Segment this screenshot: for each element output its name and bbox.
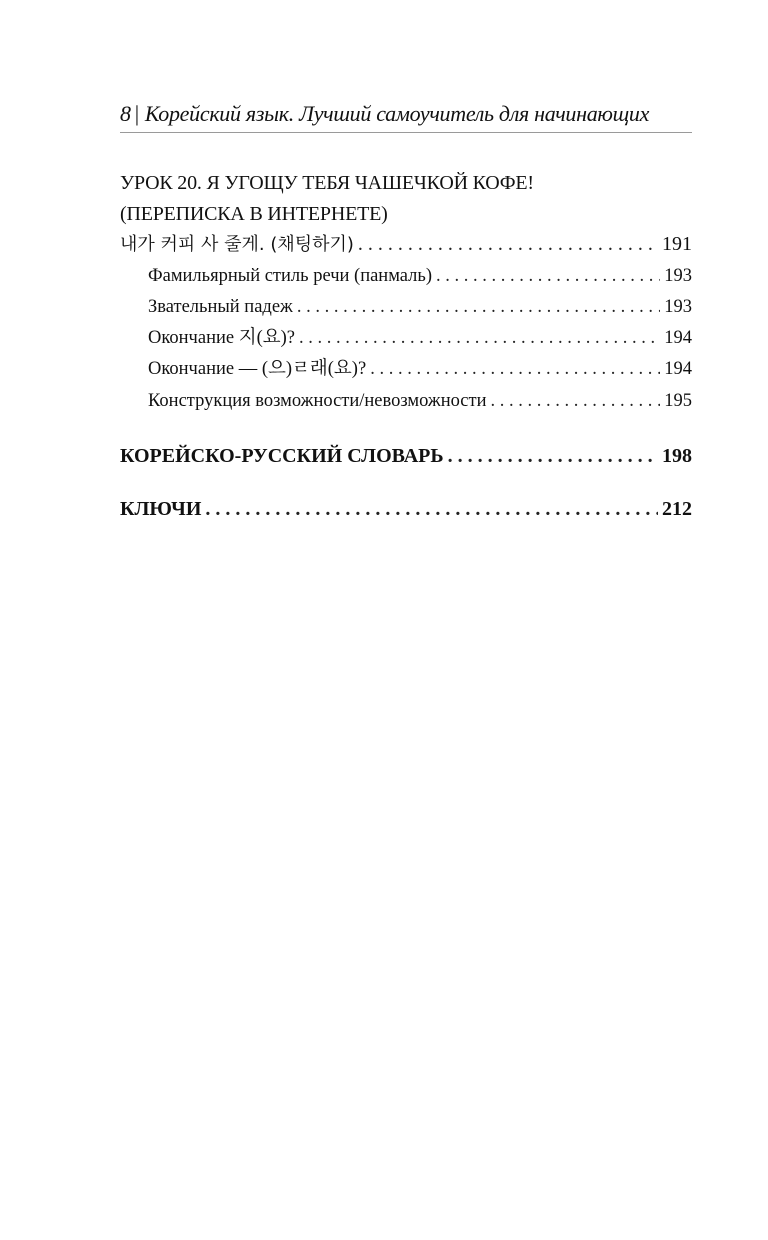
- dot-leader: [299, 323, 660, 353]
- lesson-title-line-1: УРОК 20. Я УГОЩУ ТЕБЯ ЧАШЕЧКОЙ КОФЕ!: [120, 172, 534, 194]
- toc-entry-lesson-dialogue[interactable]: [120, 229, 692, 260]
- toc-section-keys[interactable]: [120, 494, 692, 524]
- toc-entry-page: 193: [664, 266, 692, 286]
- toc-entry-label: Окончание — (으)ㄹ래(요)?: [148, 359, 367, 379]
- toc-entry-label: Конструкция возможности/невозможности: [148, 391, 487, 411]
- toc-entry-possibility-construction[interactable]: [148, 386, 692, 416]
- toc-entry-label: Звательный падеж: [148, 297, 293, 317]
- toc-entry-vocative-case[interactable]: [148, 292, 692, 322]
- toc-entry-label: Фамильярный стиль речи (панмаль): [148, 266, 432, 286]
- dot-leader: [370, 354, 660, 384]
- dot-leader: [436, 261, 660, 291]
- page-number: 8: [120, 101, 131, 126]
- toc-entry-page: 191: [662, 233, 692, 255]
- lesson-title-line-2: (ПЕРЕПИСКА В ИНТЕРНЕТЕ): [120, 203, 388, 225]
- dot-leader: [448, 441, 658, 471]
- header-separator: |: [134, 101, 139, 126]
- toc-entry-page: 195: [664, 391, 692, 411]
- toc-entry-page: 194: [664, 328, 692, 348]
- toc-entry-ending-ji-yo[interactable]: [148, 323, 692, 353]
- dot-leader: [491, 386, 661, 416]
- running-head: [120, 96, 692, 133]
- toc-entry-page: 194: [664, 359, 692, 379]
- book-title: Корейский язык. Лучший самоучитель для начинающих: [144, 101, 650, 126]
- toc-entry-page: 193: [664, 297, 692, 317]
- toc-section-dictionary[interactable]: [120, 441, 692, 471]
- toc-entry-ending-eullae-yo[interactable]: [148, 354, 692, 384]
- toc-section-label: КЛЮЧИ: [120, 498, 202, 520]
- toc-entry-familiar-style[interactable]: [148, 261, 692, 291]
- dot-leader: [297, 292, 660, 322]
- toc-section-page: 212: [662, 498, 692, 520]
- toc-section-page: 198: [662, 445, 692, 467]
- toc-entry-label: 내가 커피 사 줄게. (채팅하기): [120, 234, 354, 255]
- dot-leader: [205, 494, 658, 524]
- toc-section-label: КОРЕЙСКО-РУССКИЙ СЛОВАРЬ: [120, 445, 444, 467]
- toc-entry-label: Окончание 지(요)?: [148, 328, 295, 348]
- dot-leader: [358, 229, 658, 259]
